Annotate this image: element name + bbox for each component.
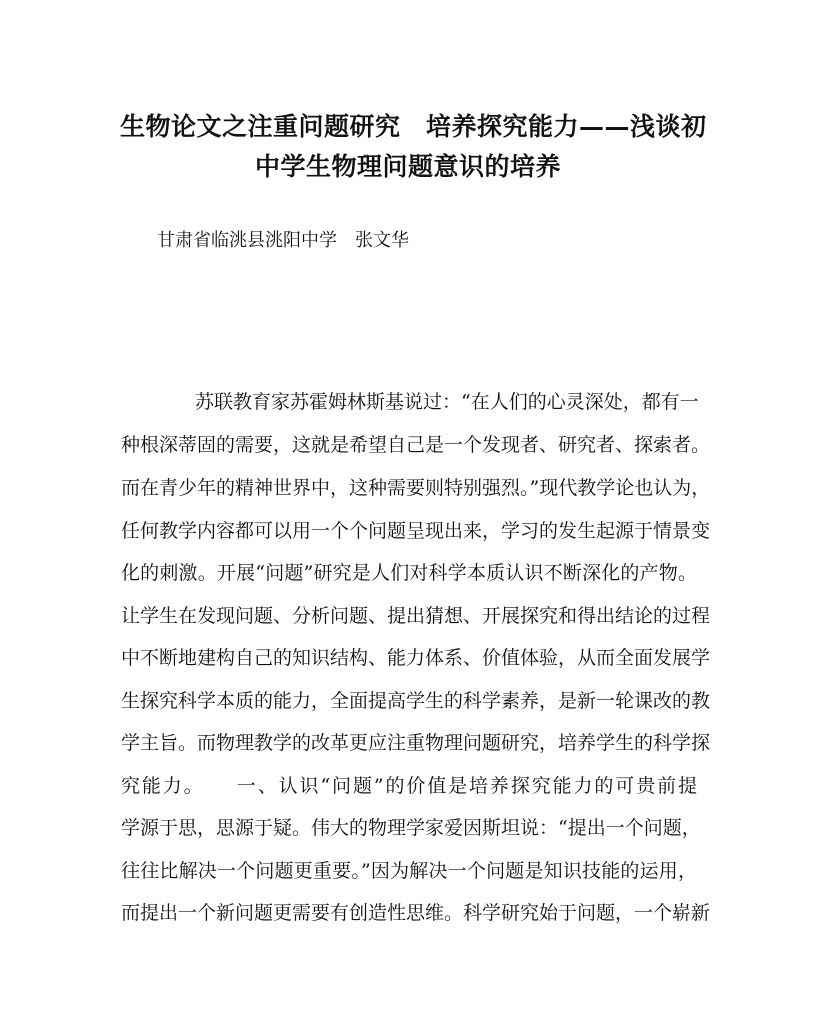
author-line: 甘肃省临洮县洮阳中学 张文华 (157, 230, 409, 251)
body-line: 让学生在发现问题、分析问题、提出猜想、开展探究和得出结论的过程 (121, 605, 711, 627)
body-line: 苏联教育家苏霍姆林斯基说过：“在人们的心灵深处，都有一 (195, 391, 699, 413)
body-line: 学主旨。而物理教学的改革更应注重物理问题研究，培养学生的科学探 (121, 732, 711, 754)
body-line: 而提出一个新问题更需要有创造性思维。科学研究始于问题，一个崭新 (121, 902, 711, 924)
body-line: 任何教学内容都可以用一个个问题呈现出来，学习的发生起源于情景变 (121, 520, 711, 542)
body-line: 学源于思，思源于疑。伟大的物理学家爱因斯坦说：“提出一个问题， (121, 817, 701, 839)
body-line: 生探究科学本质的能力，全面提高学生的科学素养，是新一轮课改的教 (121, 690, 711, 712)
body-line: 而在青少年的精神世界中，这种需要则特别强烈。”现代教学论也认为， (121, 477, 711, 499)
body-line: 化的刺激。开展“问题”研究是人们对科学本质认识不断深化的产物。 (121, 562, 697, 584)
body-line: 往往比解决一个问题更重要。”因为解决一个问题是知识技能的运用， (121, 860, 697, 882)
body-line: 种根深蒂固的需要，这就是希望自己是一个发现者、研究者、探索者。 (121, 434, 711, 456)
body-line: 中不断地建构自己的知识结构、能力体系、价值体验，从而全面发展学 (121, 647, 711, 669)
document-title-line-1: 生物论文之注重问题研究 培养探究能力——浅谈初 (120, 112, 707, 141)
body-line: 究能力。 一、认识“问题”的价值是培养探究能力的可贵前提 (121, 775, 697, 797)
document-title-line-2: 中学生物理问题意识的培养 (254, 152, 561, 181)
